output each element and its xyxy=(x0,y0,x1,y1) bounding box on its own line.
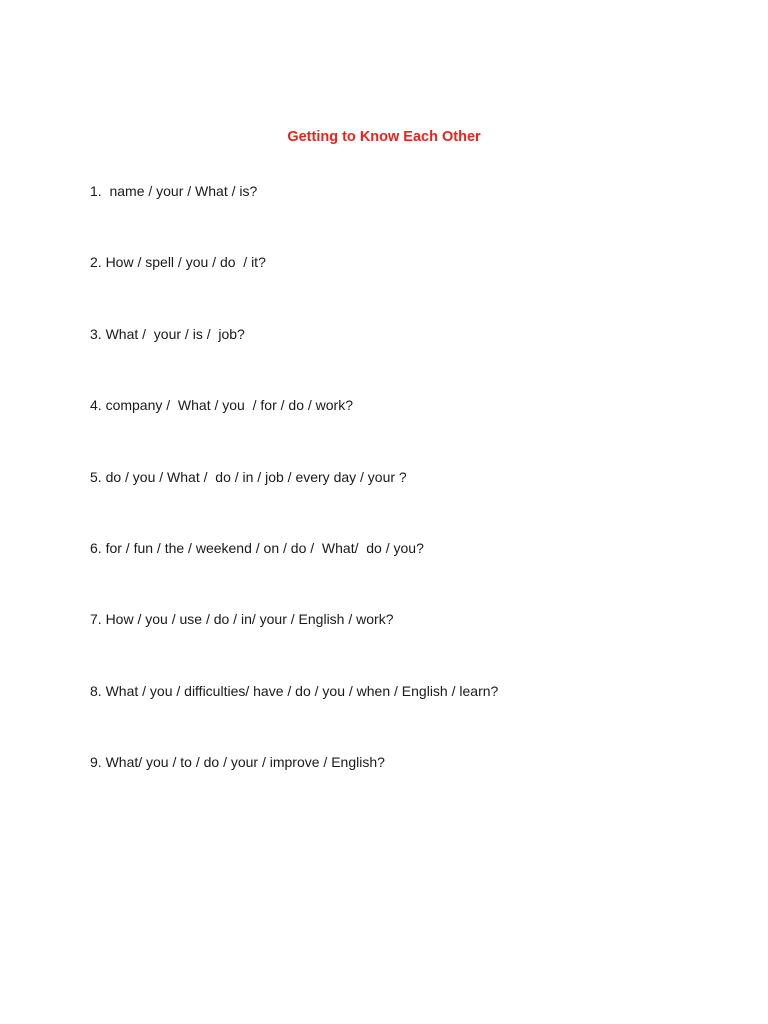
question-1: 1. name / your / What / is? xyxy=(90,183,258,199)
question-4: 4. company / What / you / for / do / work? xyxy=(90,397,353,414)
question-9: 9. What/ you / to / do / your / improve / English? xyxy=(90,754,385,771)
document-title: Getting to Know Each Other xyxy=(287,129,481,145)
question-5: 5. do / you / What / do / in / job / every day / your ? xyxy=(90,468,407,485)
question-2: 2. How / spell / you / do / it? xyxy=(90,254,266,271)
question-7: 7. How / you / use / do / in/ your / English / work? xyxy=(90,611,394,628)
question-8: 8. What / you / difficulties/ have / do / you / when / English / learn? xyxy=(90,682,499,699)
question-6: 6. for / fun / the / weekend / on / do / What/ do / you? xyxy=(90,539,424,556)
question-3: 3. What / your / is / job? xyxy=(90,325,245,342)
question-list xyxy=(90,181,498,824)
